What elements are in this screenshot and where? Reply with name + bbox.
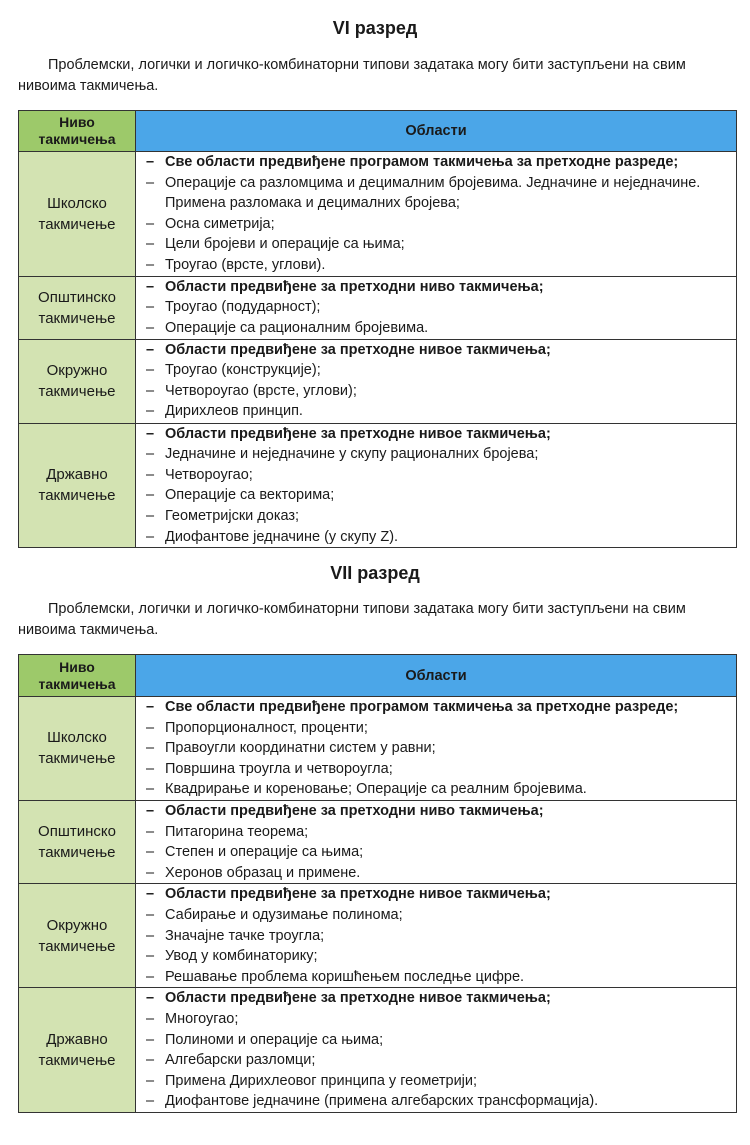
list-item: – Операције са векторима; — [146, 485, 732, 506]
list-item: – Једначине и неједначине у скупу рационалних бројева; — [146, 444, 732, 465]
table-row — [19, 152, 737, 277]
list-item: – Области предвиђене за претходне нивое такмичења; — [146, 340, 732, 361]
list-item: – Примена Дирихлеовог принципа у геометрији; — [146, 1071, 732, 1092]
list-item: – Квадрирање и кореновање; Операције са реалним бројевима. — [146, 779, 732, 800]
list-item: – Увод у комбинаторику; — [146, 946, 732, 967]
list-item: – Троугао (подударност); — [146, 297, 732, 318]
list-item: – Цели бројеви и операције са њима; — [146, 234, 732, 255]
header-level: Ниво такмичења — [19, 111, 136, 152]
list-item: – Четвороугао (врсте, углови); — [146, 381, 732, 402]
list-item: – Сабирање и одузимање полинома; — [146, 905, 732, 926]
list-item: – Диофантове једначине (у скупу Z). — [146, 527, 732, 548]
list-item: – Алгебарски разломци; — [146, 1050, 732, 1071]
table-row — [19, 800, 737, 883]
level-municipal: Општинско такмичење — [19, 800, 136, 883]
list-item: – Херонов образац и примене. — [146, 863, 732, 884]
list-item: – Троугао (конструкције); — [146, 360, 732, 381]
list-item: – Полиноми и операције са њима; — [146, 1030, 732, 1051]
list-item: – Површина троугла и четвороугла; — [146, 759, 732, 780]
list-item: – Значајне тачке троугла; — [146, 926, 732, 947]
list-item: – Степен и операције са њима; — [146, 842, 732, 863]
level-state: Државно такмичење — [19, 988, 136, 1113]
table-grade-7 — [18, 654, 737, 1113]
list-item: – Диофантове једначине (примена алгебарских трансформација). — [146, 1091, 732, 1112]
list-item: – Све области предвиђене програмом такмичења за претходне разреде; — [146, 697, 732, 718]
section-title-grade-6: VI разред — [332, 18, 418, 38]
header-level: Ниво такмичења — [19, 655, 136, 697]
list-item: – Области предвиђене за претходне нивое такмичења; — [146, 988, 732, 1009]
section-title-grade-7: VII разред — [330, 563, 420, 583]
level-district: Окружно такмичење — [19, 339, 136, 423]
list-item: – Решавање проблема коришћењем последње цифре. — [146, 967, 732, 988]
list-item: – Геометријски доказ; — [146, 506, 732, 527]
list-item: – Области предвиђене за претходни ниво такмичења; — [146, 277, 732, 298]
table-row — [19, 423, 737, 548]
table-row — [19, 884, 737, 988]
level-district: Окружно такмичење — [19, 884, 136, 988]
header-areas: Области — [136, 111, 737, 152]
level-state: Државно такмичење — [19, 423, 136, 548]
level-school: Школско такмичење — [19, 152, 136, 277]
list-item: – Питагорина теорема; — [146, 822, 732, 843]
list-item: – Троугао (врсте, углови). — [146, 255, 732, 276]
section-intro-grade-7: Проблемски, логички и логичко-комбинаторни типови задатака могу бити заступљени на свим нивоима такмичења. — [18, 601, 686, 638]
list-item: – Дирихлеов принцип. — [146, 401, 732, 422]
list-item: – Многоугао; — [146, 1009, 732, 1030]
table-row — [19, 988, 737, 1113]
list-item: – Све области предвиђене програмом такмичења за претходне разреде; — [146, 152, 732, 173]
list-item: – Операције са разломцима и децималним бројевима. Једначине и неједначине. Примена разломака и децималних бројева; — [146, 173, 732, 214]
list-item: – Области предвиђене за претходне нивое такмичења; — [146, 424, 732, 445]
table-grade-6 — [18, 110, 737, 548]
table-row — [19, 697, 737, 801]
list-item: – Операције са рационалним бројевима. — [146, 318, 732, 339]
table-row — [19, 339, 737, 423]
header-areas: Области — [136, 655, 737, 697]
list-item: – Правоугли координатни систем у равни; — [146, 738, 732, 759]
list-item: – Осна симетрија; — [146, 214, 732, 235]
list-item: – Пропорционалност, проценти; — [146, 718, 732, 739]
section-intro-grade-6: Проблемски, логички и логичко-комбинаторни типови задатака могу бити заступљени на свим нивоима такмичења. — [18, 57, 686, 94]
level-school: Школско такмичење — [19, 697, 136, 801]
table-row — [19, 276, 737, 339]
list-item: – Четвороугао; — [146, 465, 732, 486]
level-municipal: Општинско такмичење — [19, 276, 136, 339]
list-item: – Области предвиђене за претходне нивое такмичења; — [146, 884, 732, 905]
list-item: – Области предвиђене за претходни ниво такмичења; — [146, 801, 732, 822]
